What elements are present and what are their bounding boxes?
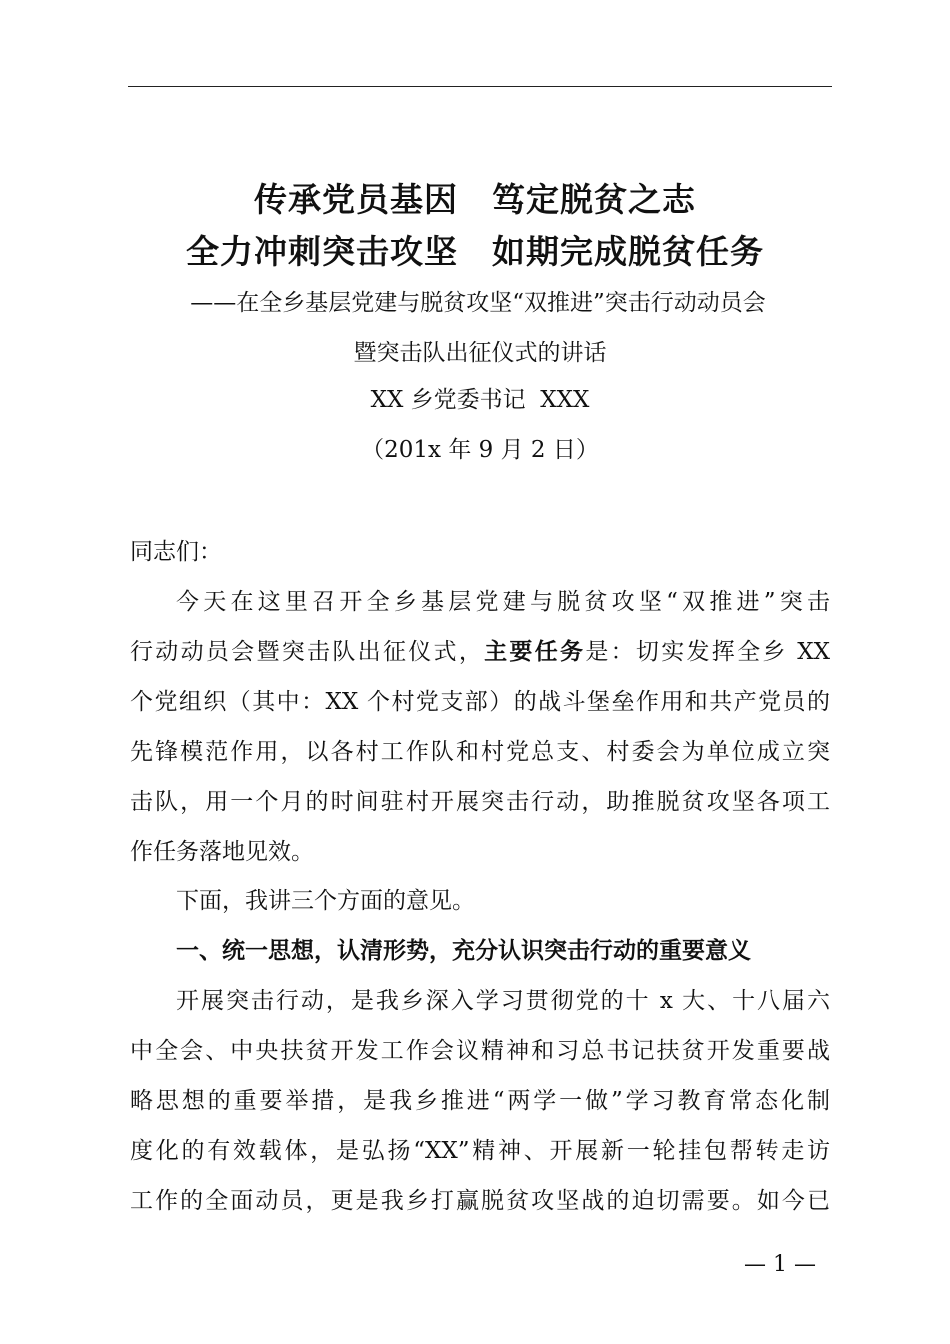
date-line: （201x 年 9 月 2 日） (361, 437, 599, 463)
salutation: 同志们： (130, 539, 222, 565)
paragraph-3-line-5: 工作的全面动员，更是我乡打赢脱贫攻坚战的迫切需要。如今已 (130, 1188, 830, 1214)
section-heading-1: 一、统一思想，认清形势，充分认识突击行动的重要意义 (176, 938, 751, 964)
paragraph-1-line-6: 作任务落地见效。 (130, 839, 314, 865)
paragraph-3-line-3: 略思想的重要举措，是我乡推进“两学一做”学习教育常态化制 (130, 1088, 830, 1114)
paragraph-1-line-2 (130, 637, 830, 667)
paragraph-3-line-4: 度化的有效载体，是弘扬“XX”精神、开展新一轮挂包帮转走访 (130, 1138, 830, 1164)
paragraph-1-line-1: 今天在这里召开全乡基层党建与脱贫攻坚“双推进”突击 (176, 589, 830, 615)
paragraph-1-line-3: 个党组织（其中：XX 个村党支部）的战斗堡垒作用和共产党员的 (130, 689, 830, 715)
paragraph-2: 下面，我讲三个方面的意见。 (176, 888, 475, 914)
paragraph-1-line-2-pre: 行动动员会暨突击队出征仪式， (130, 639, 485, 665)
title-line-2: 全力冲刺突击攻坚 如期完成脱贫任务 (186, 232, 764, 271)
header-rule (128, 86, 832, 87)
paragraph-3-line-2: 中全会、中央扶贫开发工作会议精神和习总书记扶贫开发重要战 (130, 1038, 830, 1064)
paragraph-1-line-2-post: 是：切实发挥全乡 XX (585, 639, 831, 665)
main-task-emphasis: 主要任务 (484, 639, 586, 665)
author-line: XX 乡党委书记 XXX (370, 387, 590, 413)
subtitle-line-1: ——在全乡基层党建与脱贫攻坚“双推进”突击行动动员会 (190, 290, 766, 316)
paragraph-1-line-5: 击队，用一个月的时间驻村开展突击行动，助推脱贫攻坚各项工 (130, 789, 830, 815)
page-number: — 1 — (744, 1252, 816, 1277)
paragraph-3-line-1: 开展突击行动，是我乡深入学习贯彻党的十 x 大、十八届六 (176, 988, 830, 1014)
title-line-1: 传承党员基因 笃定脱贫之志 (254, 180, 696, 219)
subtitle-line-2: 暨突击队出征仪式的讲话 (353, 340, 607, 366)
paragraph-1-line-4: 先锋模范作用，以各村工作队和村党总支、村委会为单位成立突 (130, 739, 830, 765)
